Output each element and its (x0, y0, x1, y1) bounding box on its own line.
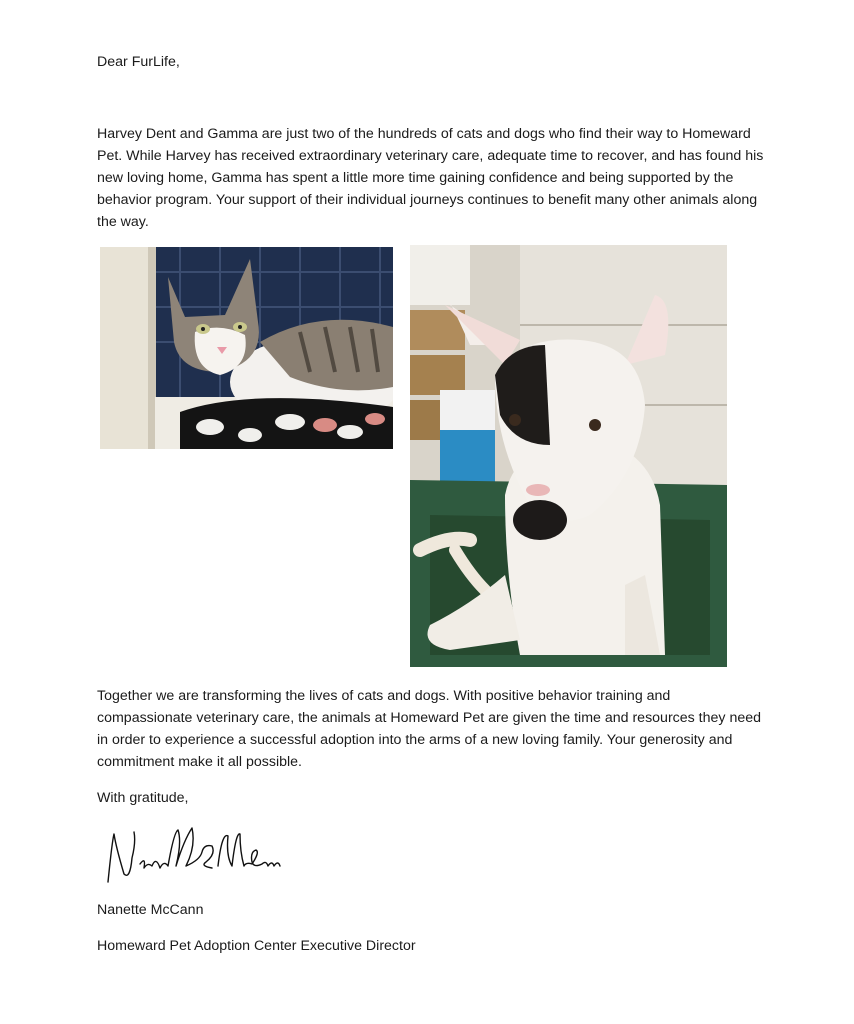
salutation: Dear FurLife, (97, 54, 180, 70)
signer-name: Nanette McCann (97, 902, 204, 918)
signer-title: Homeward Pet Adoption Center Executive Director (97, 938, 416, 954)
paragraph-intro: Harvey Dent and Gamma are just two of the hundreds of cats and dogs who find their way to Homeward Pet. While Harvey has received extraordinary veterinary care, adequate time to recover, and has found his new loving home, Gamma has spent a little more time gaining confidence and being supported by the behavior program. Your support of their individual journeys continues to benefit many other animals along the way. (97, 126, 764, 230)
dog-photo (410, 245, 727, 667)
closing: With gratitude, (97, 790, 189, 806)
cat-photo (100, 247, 393, 449)
handwritten-signature (100, 822, 290, 886)
paragraph-impact: Together we are transforming the lives of cats and dogs. With positive behavior training and compassionate veterinary care, the animals at Homeward Pet are given the time and resources they need in order to experience a successful adoption into the arms of a new loving family. Your generosity and commitment make it all possible. (97, 688, 762, 770)
